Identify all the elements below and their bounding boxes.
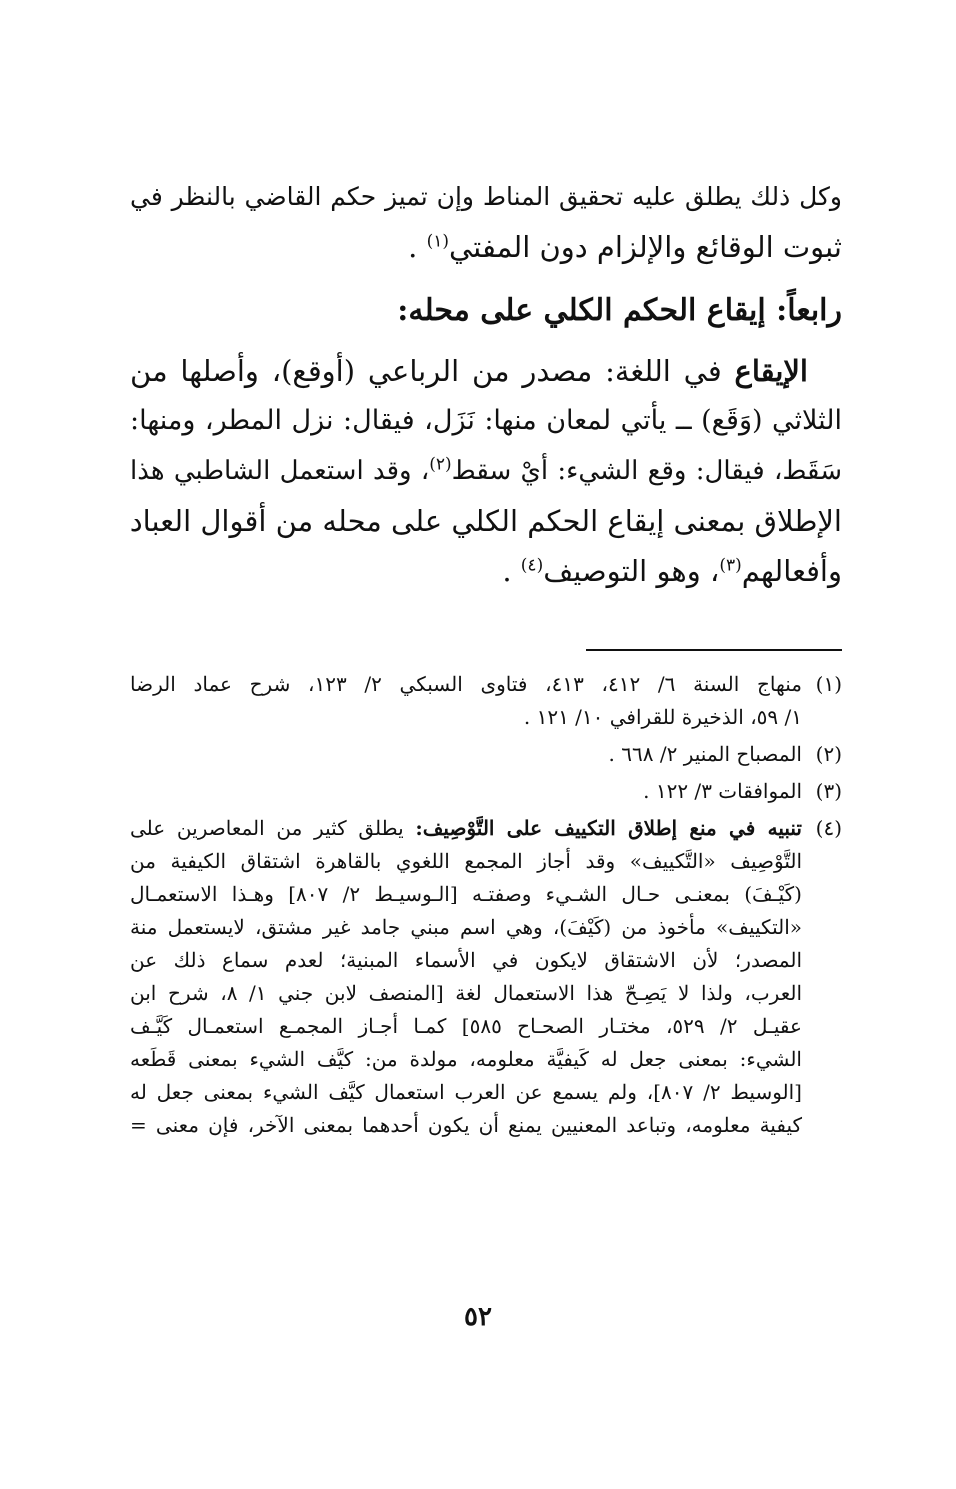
footnote-ref: (١): [426, 231, 450, 252]
footnote: [130, 775, 842, 808]
footnote: [130, 812, 842, 1142]
footnote-line: [130, 812, 802, 845]
body-line-text: سَقَط، فيقال: وقع الشيء: أيْ سقط: [451, 456, 842, 486]
footnote-number: (٣): [815, 779, 842, 803]
body-line-text: وأفعالهم: [741, 554, 842, 588]
body-line: [130, 546, 842, 596]
footnote-text: [130, 812, 802, 1142]
footnote-line: (كَيْـفَ) بمعنـى حـال الشـيء وصفتـه [الـوسيـط ٢/ ٨٠٧] وهـذا الاستعمـال: [130, 882, 802, 906]
body-line: وكل ذلك يطلق عليه تحقيق المناط وإن تميز حكم القاضي بالنظر في: [130, 182, 842, 211]
footnote-line: كيفية معلومه، وتباعد المعنيين يمنع أن يكون أحدهما بمعنى الآخر، فإن معنى =: [130, 1113, 802, 1137]
main-text: [130, 172, 842, 596]
body-line-text: ، وقد استعمل الشاطبي هذا: [130, 456, 430, 486]
footnote-line: المصباح المنير ٢/ ٦٦٨ .: [608, 742, 802, 766]
footnote-line: الشيء: بمعنى جعل له كَيفيَّة معلومه، مولدة من: كيَّف الشيء بمعنى قَطَعه: [130, 1047, 802, 1071]
body-line-text: .: [502, 554, 521, 588]
body-line: [130, 446, 842, 496]
footnote-text: [130, 668, 802, 734]
footnote-line: [الوسيط ٢/ ٨٠٧]، ولم يسمع عن العرب استعمال كيَّف الشيء بمعنى جعل له: [130, 1080, 802, 1104]
body-line-text: .: [408, 230, 427, 264]
body-line: الإطلاق بمعنى إيقاع الحكم الكلي على محله من أقوال العباد: [129, 504, 842, 538]
footnote-text: [130, 775, 802, 808]
footnote-line: المصدر؛ لأن الاشتقاق لايكون في الأسماء المبنية؛ لعدم سماع ذلك عن: [130, 948, 802, 972]
body-line: الثلاثي (وَقَع) ــ يأتي لمعان منها: نَزَل، فيقال: نزل المطر، ومنها:: [130, 405, 842, 436]
footnote-text: [130, 738, 802, 771]
footnote-line-text: يطلق كثير من المعاصرين على: [130, 816, 416, 840]
footnote-line: التَّوْصِيف «التَّكييف» وقد أجاز المجمع اللغوي بالقاهرة اشتقاق الكيفية من: [130, 849, 802, 873]
note-heading: تنبيه في منع إطلاق التكييف على التَّوْصِيف:: [415, 816, 802, 840]
footnote-line: العرب، ولذا لا يَصِـحّ هذا الاستعمال لغة [المنصف لابن جني ١/ ٨، شرح ابن: [130, 981, 802, 1005]
body-line-text: ثبوت الوقائع والإلزام دون المفتي: [449, 230, 842, 264]
footnote-separator: [586, 649, 842, 651]
footnote-ref: (٣): [719, 555, 742, 576]
footnote: [130, 738, 842, 771]
footnote-line: الموافقات ٣/ ١٢٢ .: [643, 779, 802, 803]
footnote: [130, 668, 842, 734]
section-heading: رابعاً: إيقاع الحكم الكلي على محله:: [397, 293, 842, 328]
term-lead: الإيقاع: [734, 354, 808, 388]
footnote-line: «التكييف» مأخوذ من (كَيْفَ)، وهي اسم مبني جامد غير مشتق، لايستعمل منة: [130, 915, 802, 939]
footnotes: [130, 668, 842, 1146]
page-number: ٥٢: [464, 1302, 492, 1332]
footnote-line: منهاج السنة ٦/ ٤١٢، ٤١٣، فتاوى السبكي ٢/ ١٢٣، شرح عماد الرضا: [130, 672, 802, 696]
footnote-line: ١/ ٥٩، الذخيرة للقرافي ١٠/ ١٢١ .: [523, 705, 802, 729]
body-line: [130, 222, 842, 272]
footnote-number: (٤): [815, 816, 842, 840]
footnote-ref: (٤): [520, 555, 544, 576]
footnote-line: عقيـل ٢/ ٥٢٩، مختـار الصحـاح ٥٨٥] كمـا أجـاز المجمـع استعمـال كَيَّـف: [130, 1014, 802, 1038]
footnote-number: (١): [815, 672, 842, 696]
body-line: [130, 346, 842, 396]
body-line-text: ، وهو التوصيف: [543, 554, 720, 588]
footnote-ref: (٢): [429, 454, 452, 475]
footnote-number: (٢): [815, 742, 842, 766]
body-line-text: في اللغة: مصدر من الرباعي (أوقع)، وأصلها من: [130, 354, 735, 388]
